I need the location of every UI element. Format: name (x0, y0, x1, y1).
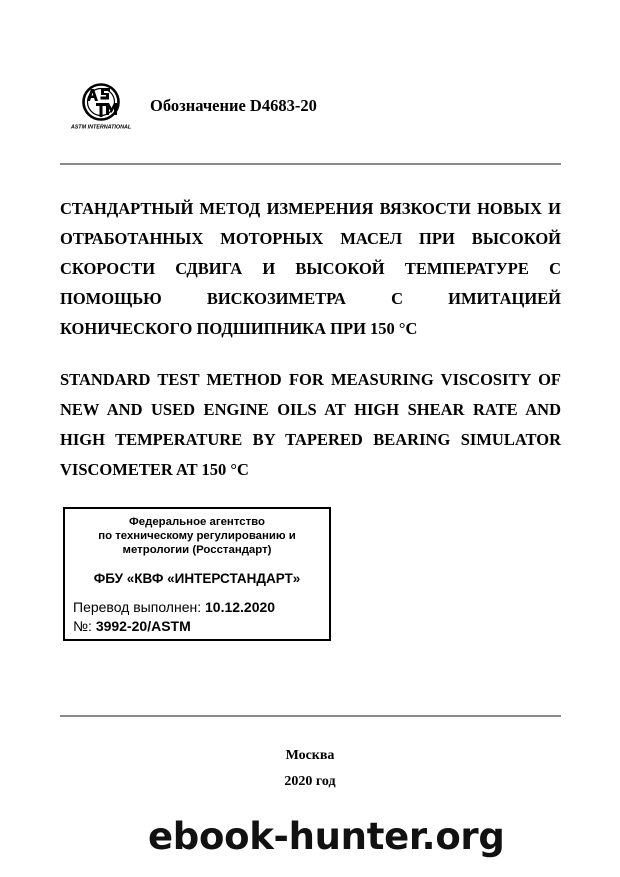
translation-number: 3992-20/ASTM (95, 618, 191, 634)
watermark: ebook-hunter.org (148, 815, 505, 858)
astm-logo (70, 82, 132, 131)
translation-number-label: №: (73, 618, 92, 634)
agency-line: Федеральное агентство (129, 516, 265, 528)
translation-date-line (73, 599, 275, 615)
organization-name: ФБУ «КВФ «ИНТЕРСТАНДАРТ» (93, 571, 301, 586)
agency-line: по техническому регулированию и (98, 530, 296, 542)
logo-wordmark: ASTM INTERNATIONAL (70, 124, 132, 131)
agency-block (65, 515, 329, 557)
document-designation: Обозначение D4683-20 (150, 96, 317, 115)
translation-stamp (63, 507, 331, 641)
translation-date: 10.12.2020 (205, 599, 276, 615)
publication-year: 2020 год (284, 774, 336, 789)
title-russian: СТАНДАРТНЫЙ МЕТОД ИЗМЕРЕНИЯ ВЯЗКОСТИ НОВЫХ И ОТРАБОТАННЫХ МОТОРНЫХ МАСЕЛ ПРИ ВЫСОКОЙ СКОРОСТИ СДВИГА И ВЫСОКОЙ ТЕМПЕРАТУРЕ С ПОМОЩЬЮ ВИСКОЗИМЕТРА С ИМИТАЦИЕЙ КОНИЧЕСКОГО ПОДШИПНИКА ПРИ 150 °C (60, 199, 561, 338)
top-divider (60, 163, 561, 165)
translation-number-line (73, 618, 191, 634)
agency-line: метрологии (Росстандарт) (122, 544, 272, 556)
publication-city: Москва (285, 748, 335, 763)
bottom-divider (60, 715, 561, 717)
translation-date-label: Перевод выполнен: (73, 599, 202, 615)
title-english: STANDARD TEST METHOD FOR MEASURING VISCOSITY OF NEW AND USED ENGINE OILS AT HIGH SHEAR RATE AND HIGH TEMPERATURE BY TAPERED BEARING SIMULATOR VISCOMETER AT 150 °C (60, 370, 561, 479)
